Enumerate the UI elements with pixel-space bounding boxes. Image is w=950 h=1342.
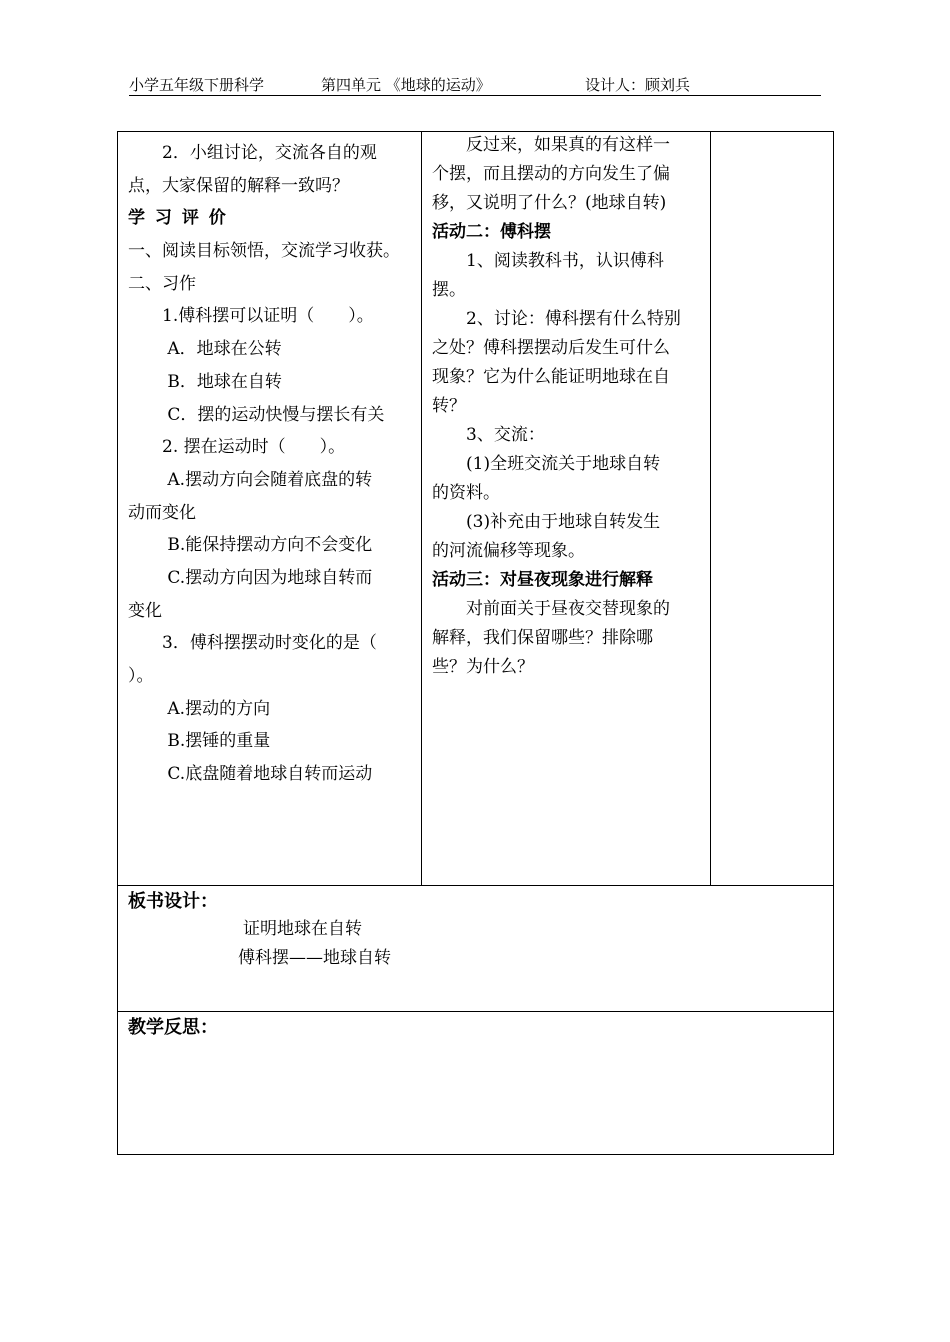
text-line: 解释，我们保留哪些？排除哪 [432, 628, 653, 648]
text-line: 3、交流： [432, 425, 545, 445]
text-line: 的资料。 [432, 483, 500, 503]
text-line: 移，又说明了什么？(地球自转) [432, 193, 667, 213]
text-line: 2．小组讨论，交流各自的观 [128, 143, 377, 163]
option: C.摆动方向因为地球自转而 [128, 567, 373, 588]
option: A.摆动的方向 [128, 698, 271, 719]
text-line: 一、阅读目标领悟，交流学习收获。 [128, 241, 400, 262]
text-line: 个摆，而且摆动的方向发生了偏 [432, 164, 670, 184]
column-divider-1 [421, 131, 422, 886]
option: C.底盘随着地球自转而运动 [128, 764, 373, 785]
text-line: 之处？傅科摆摆动后发生可什么 [432, 338, 670, 358]
option: B.摆锤的重量 [128, 731, 271, 752]
activity-3-heading: 活动三：对昼夜现象进行解释 [432, 570, 653, 590]
header-unit: 第四单元 《地球的运动》 [321, 76, 491, 94]
question-1: 1.傅科摆可以证明（ ）。 [128, 306, 374, 327]
board-line-2: 傅科摆——地球自转 [238, 948, 391, 968]
text-line: 1、阅读教科书，认识傅科 [432, 251, 664, 271]
board-design-title: 板书设计： [128, 891, 218, 912]
text-line: 的河流偏移等现象。 [432, 541, 585, 561]
text-line: 2、讨论：傅科摆有什么特别 [432, 309, 681, 329]
text-line: 些？为什么？ [432, 657, 534, 677]
text-line: 现象？它为什么能证明地球在自 [432, 367, 670, 387]
text-line: 对前面关于昼夜交替现象的 [432, 599, 670, 619]
text-line: 点，大家保留的解释一致吗？ [128, 175, 349, 196]
board-line-1: 证明地球在自转 [243, 919, 362, 939]
text-line: (3)补充由于地球自转发生 [432, 512, 661, 532]
activity-2-heading: 活动二：傅科摆 [432, 222, 551, 242]
text-line: 二、习作 [128, 273, 196, 294]
row-divider-board [117, 885, 834, 886]
option: B.能保持摆动方向不会变化 [128, 535, 373, 556]
text-line: 反过来，如果真的有这样一 [432, 135, 670, 155]
text-line: (1)全班交流关于地球自转 [432, 454, 661, 474]
header-course: 小学五年级下册科学 [129, 76, 265, 94]
teaching-reflection-title: 教学反思： [128, 1017, 218, 1038]
question-3: 3．傅科摆摆动时变化的是（ [128, 633, 377, 654]
header-designer: 设计人：顾刘兵 [585, 76, 691, 94]
activity-column [432, 131, 702, 682]
column-divider-2 [710, 131, 711, 886]
row-divider-reflection [117, 1011, 834, 1012]
option: A．地球在公转 [128, 339, 282, 360]
option: C．摆的运动快慢与摆长有关 [128, 404, 385, 425]
section-heading-evaluation: 学 习 评 价 [128, 208, 228, 229]
text-line: 转？ [432, 396, 466, 416]
text-line: 摆。 [432, 280, 466, 300]
option: A.摆动方向会随着底盘的转 [128, 469, 373, 490]
text-line: ）。 [128, 666, 154, 686]
question-2: 2. 摆在运动时（ ）。 [128, 437, 346, 458]
text-line: 变化 [128, 600, 162, 621]
option: B．地球在自转 [128, 371, 282, 392]
student-column [128, 137, 416, 791]
page-header [129, 76, 821, 96]
text-line: 动而变化 [128, 502, 196, 523]
